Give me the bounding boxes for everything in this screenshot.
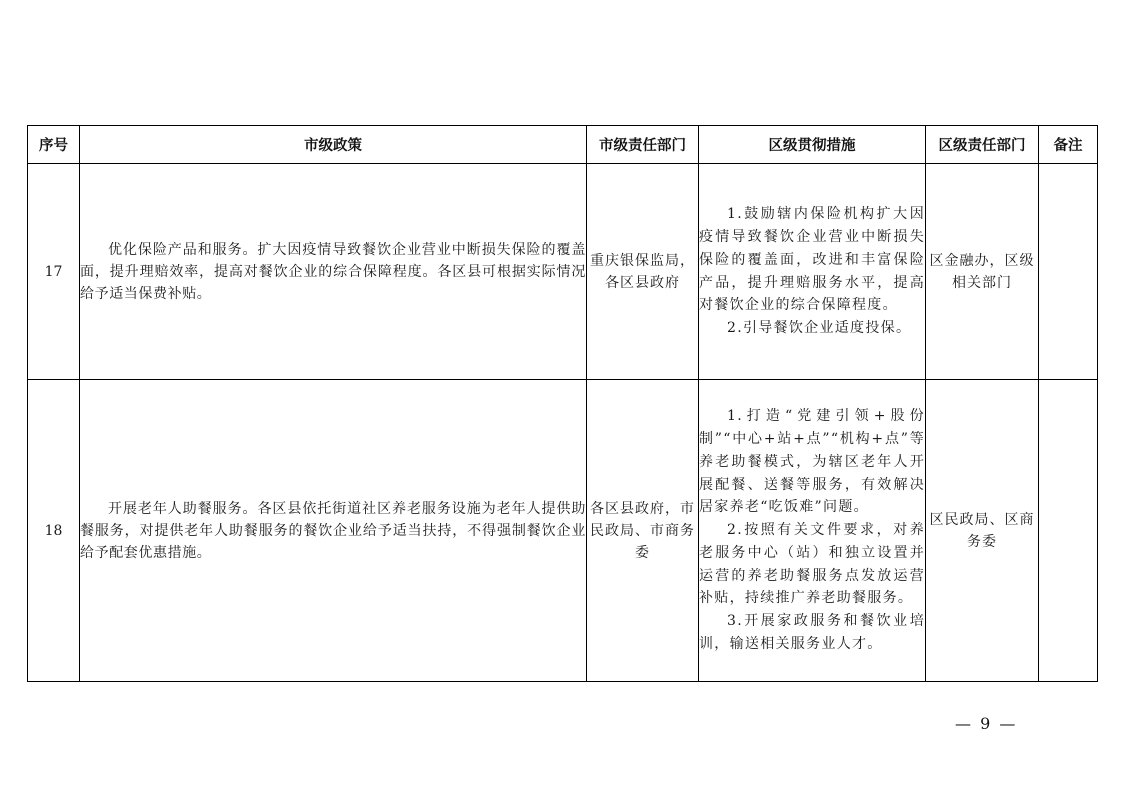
policy-text: 开展老年人助餐服务。各区县依托街道社区养老服务设施为老年人提供助餐服务，对提供老年人助餐服务的餐饮企业给予适当扶持，不得强制餐饮企业给予配套优惠措施。 bbox=[80, 500, 586, 561]
row-city-dept: 重庆银保监局，各区县政府 bbox=[587, 164, 699, 380]
table-header-row bbox=[28, 126, 1098, 164]
row-remark bbox=[1039, 164, 1098, 380]
row-district-dept: 区金融办，区级相关部门 bbox=[926, 164, 1039, 380]
row-district-measures bbox=[699, 380, 926, 682]
row-city-dept: 各区县政府，市民政局、市商务委 bbox=[587, 380, 699, 682]
header-remark: 备注 bbox=[1039, 126, 1098, 164]
measure-item: 2.按照有关文件要求，对养老服务中心（站）和独立设置并运营的养老助餐服务点发放运营补贴，持续推广养老助餐服务。 bbox=[699, 522, 925, 607]
row-district-dept: 区民政局、区商务委 bbox=[926, 380, 1039, 682]
policy-text: 优化保险产品和服务。扩大因疫情导致餐饮企业营业中断损失保险的覆盖面，提升理赔效率，提高对餐饮企业的综合保障程度。各区县可根据实际情况给予适当保费补贴。 bbox=[80, 241, 586, 302]
measure-item: 3.开展家政服务和餐饮业培训，输送相关服务业人才。 bbox=[699, 613, 925, 653]
row-serial: 17 bbox=[28, 164, 80, 380]
header-district-dept: 区级责任部门 bbox=[926, 126, 1039, 164]
row-remark bbox=[1039, 380, 1098, 682]
header-serial: 序号 bbox=[28, 126, 80, 164]
row-serial: 18 bbox=[28, 380, 80, 682]
measure-item: 1.打造“党建引领+股份制”“中心+站+点”“机构+点”等养老助餐模式，为辖区老年人开展配餐、送餐等服务，有效解决居家养老“吃饭难”问题。 bbox=[699, 408, 925, 516]
header-city-policy: 市级政策 bbox=[80, 126, 587, 164]
row-city-policy bbox=[80, 380, 587, 682]
row-district-measures bbox=[699, 164, 926, 380]
measure-item: 1.鼓励辖内保险机构扩大因疫情导致餐饮企业营业中断损失保险的覆盖面，改进和丰富保险产品，提升理赔服务水平，提高对餐饮企业的综合保障程度。 bbox=[699, 206, 925, 314]
table-row bbox=[28, 164, 1098, 380]
page-number: — 9 — bbox=[955, 714, 1018, 733]
row-city-policy bbox=[80, 164, 587, 380]
measure-item: 2.引导餐饮企业适度投保。 bbox=[727, 320, 912, 337]
header-city-dept: 市级责任部门 bbox=[587, 126, 699, 164]
table-row bbox=[28, 380, 1098, 682]
header-district-measures: 区级贯彻措施 bbox=[699, 126, 926, 164]
policy-table bbox=[27, 125, 1098, 682]
